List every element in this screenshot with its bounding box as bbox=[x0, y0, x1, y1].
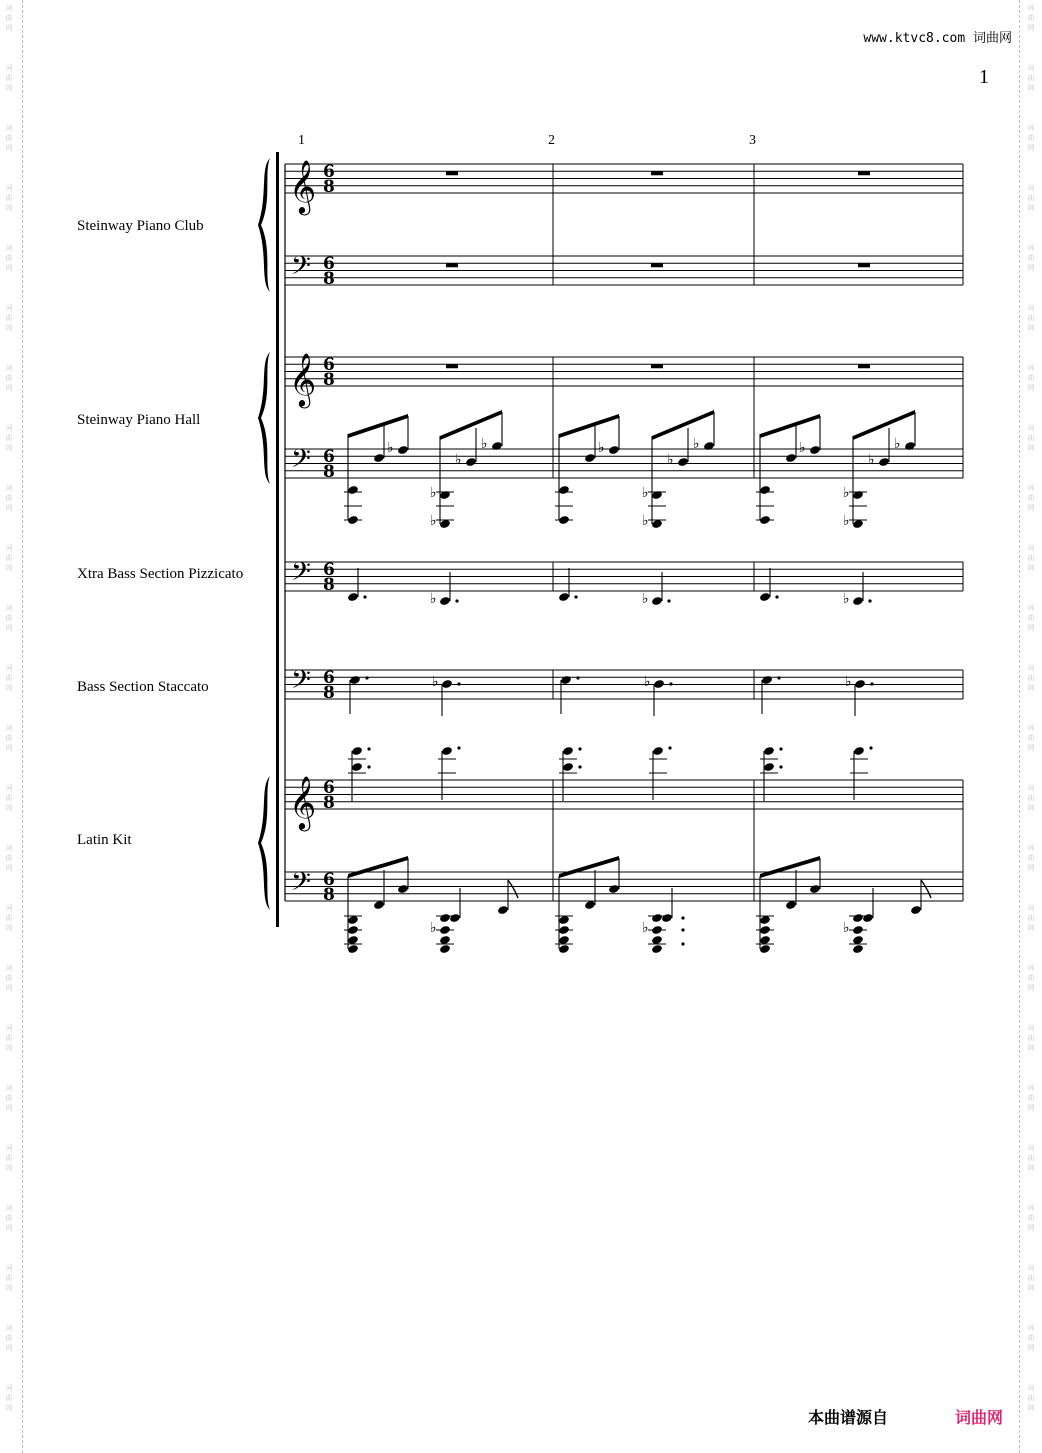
augmentation-dot bbox=[869, 746, 872, 749]
watermark-text: 词 曲 网 bbox=[5, 184, 13, 212]
flat-sign: ♭ bbox=[642, 485, 649, 501]
note-head bbox=[809, 445, 821, 455]
note-head bbox=[351, 746, 363, 756]
watermark-text: 词 曲 网 bbox=[5, 304, 13, 332]
watermark-text: 词 曲 网 bbox=[1027, 664, 1035, 692]
watermark-text: 词 曲 网 bbox=[1027, 64, 1035, 92]
watermark-text: 词 曲 网 bbox=[5, 544, 13, 572]
note-head bbox=[449, 913, 461, 923]
note-head bbox=[562, 762, 574, 772]
watermark-text: 词 曲 网 bbox=[5, 844, 13, 872]
note-head bbox=[397, 884, 409, 894]
watermark-text: 词 曲 网 bbox=[5, 964, 13, 992]
time-signature-bottom: 8 bbox=[323, 575, 335, 595]
staff-brace bbox=[258, 776, 270, 910]
time-signature-top: 6 bbox=[323, 560, 335, 580]
note-head bbox=[584, 453, 596, 463]
augmentation-dot bbox=[574, 595, 577, 598]
watermark-text: 词 曲 网 bbox=[5, 4, 13, 32]
note-beam bbox=[440, 410, 502, 440]
watermark-text: 词 曲 网 bbox=[1027, 244, 1035, 272]
note-head bbox=[809, 884, 821, 894]
note-head bbox=[652, 746, 664, 756]
measure-number-2: 2 bbox=[548, 133, 555, 148]
flat-sign: ♭ bbox=[843, 920, 850, 936]
watermark-text: 词 曲 网 bbox=[1027, 4, 1035, 32]
watermark-text: 词 曲 网 bbox=[5, 1144, 13, 1172]
augmentation-dot bbox=[777, 676, 780, 679]
watermark-text: 词 曲 网 bbox=[1027, 1204, 1035, 1232]
instrument-label-piano-hall: Steinway Piano Hall bbox=[77, 412, 201, 428]
whole-rest bbox=[858, 364, 870, 368]
note-head bbox=[558, 485, 570, 495]
note-head bbox=[677, 457, 689, 467]
note-head bbox=[854, 679, 866, 689]
site-name: 词曲网 bbox=[972, 31, 1012, 46]
watermark-text: 词 曲 网 bbox=[5, 1384, 13, 1412]
note-beam bbox=[652, 410, 714, 440]
watermark-text: 词 曲 网 bbox=[1027, 784, 1035, 812]
flat-sign: ♭ bbox=[642, 591, 649, 607]
augmentation-dot bbox=[779, 747, 782, 750]
watermark-text: 词 曲 网 bbox=[5, 1204, 13, 1232]
note-head bbox=[491, 441, 503, 451]
flat-sign: ♭ bbox=[455, 452, 462, 468]
instrument-label-piano-club: Steinway Piano Club bbox=[77, 218, 204, 234]
note-head bbox=[439, 913, 451, 923]
note-head bbox=[608, 884, 620, 894]
augmentation-dot bbox=[667, 599, 670, 602]
time-signature-bottom: 8 bbox=[323, 177, 335, 197]
whole-rest bbox=[651, 364, 663, 368]
time-signature-top: 6 bbox=[323, 162, 335, 182]
whole-rest bbox=[858, 171, 870, 175]
time-signature-bottom: 8 bbox=[323, 793, 335, 813]
time-signature-bottom: 8 bbox=[323, 683, 335, 703]
augmentation-dot bbox=[681, 916, 684, 919]
time-signature-top: 6 bbox=[323, 447, 335, 467]
note-head bbox=[347, 944, 359, 954]
augmentation-dot bbox=[779, 765, 782, 768]
staff-brace bbox=[258, 158, 270, 292]
flat-sign: ♭ bbox=[845, 674, 852, 690]
note-head bbox=[465, 457, 477, 467]
note-head bbox=[560, 675, 572, 685]
whole-rest bbox=[858, 263, 870, 267]
note-head bbox=[651, 944, 663, 954]
page-number: 1 bbox=[979, 66, 989, 88]
augmentation-dot bbox=[365, 676, 368, 679]
watermark-text: 词 曲 网 bbox=[5, 424, 13, 452]
note-head bbox=[562, 746, 574, 756]
augmentation-dot bbox=[367, 747, 370, 750]
flat-sign: ♭ bbox=[843, 591, 850, 607]
flat-sign: ♭ bbox=[430, 920, 437, 936]
flat-sign: ♭ bbox=[667, 452, 674, 468]
footer-source-label: 本曲谱源自 bbox=[808, 1408, 889, 1427]
note-beam bbox=[348, 856, 408, 878]
watermark-text: 词 曲 网 bbox=[5, 1024, 13, 1052]
note-beam bbox=[348, 414, 408, 438]
time-signature-top: 6 bbox=[323, 355, 335, 375]
flat-sign: ♭ bbox=[642, 920, 649, 936]
watermark-text: 词 曲 网 bbox=[5, 724, 13, 752]
note-head bbox=[439, 596, 451, 606]
note-head bbox=[904, 441, 916, 451]
note-head bbox=[763, 746, 775, 756]
note-head bbox=[439, 490, 451, 500]
note-head bbox=[651, 596, 663, 606]
note-head bbox=[439, 944, 451, 954]
augmentation-dot bbox=[457, 682, 460, 685]
flat-sign: ♭ bbox=[693, 436, 700, 452]
note-head bbox=[661, 913, 673, 923]
note-head bbox=[852, 944, 864, 954]
note-head bbox=[852, 490, 864, 500]
augmentation-dot bbox=[681, 928, 684, 931]
augmentation-dot bbox=[669, 682, 672, 685]
watermark-text: 词 曲 网 bbox=[5, 784, 13, 812]
augmentation-dot bbox=[578, 765, 581, 768]
note-head bbox=[441, 746, 453, 756]
time-signature-bottom: 8 bbox=[323, 462, 335, 482]
whole-rest bbox=[651, 263, 663, 267]
watermark-text: 词 曲 网 bbox=[5, 1324, 13, 1352]
note-beam bbox=[853, 410, 915, 440]
note-head bbox=[558, 592, 570, 602]
watermark-text: 词 曲 网 bbox=[1027, 1384, 1035, 1412]
augmentation-dot bbox=[455, 599, 458, 602]
flat-sign: ♭ bbox=[430, 513, 437, 529]
flat-sign: ♭ bbox=[387, 440, 394, 456]
note-head bbox=[349, 675, 361, 685]
note-head bbox=[373, 453, 385, 463]
treble-clef-icon: 𝄞 bbox=[289, 775, 317, 829]
watermark-text: 词 曲 网 bbox=[1027, 604, 1035, 632]
watermark-text: 词 曲 网 bbox=[5, 904, 13, 932]
bass-clef-icon: 𝄢 bbox=[291, 557, 311, 593]
watermark-text: 词 曲 网 bbox=[1027, 424, 1035, 452]
instrument-label-bass-pizzicato: Xtra Bass Section Pizzicato bbox=[77, 566, 244, 582]
watermark-text: 词 曲 网 bbox=[1027, 1144, 1035, 1172]
note-head bbox=[878, 457, 890, 467]
eighth-flag bbox=[508, 880, 518, 898]
watermark-text: 词 曲 网 bbox=[1027, 364, 1035, 392]
watermark-text: 词 曲 网 bbox=[5, 244, 13, 272]
flat-sign: ♭ bbox=[868, 452, 875, 468]
instrument-label-bass-staccato: Bass Section Staccato bbox=[77, 679, 209, 695]
whole-rest bbox=[446, 364, 458, 368]
note-head bbox=[651, 913, 663, 923]
flat-sign: ♭ bbox=[432, 674, 439, 690]
note-beam bbox=[559, 414, 619, 438]
note-head bbox=[703, 441, 715, 451]
augmentation-dot bbox=[668, 746, 671, 749]
augmentation-dot bbox=[367, 765, 370, 768]
watermark-text: 词 曲 网 bbox=[1027, 484, 1035, 512]
flat-sign: ♭ bbox=[644, 674, 651, 690]
flat-sign: ♭ bbox=[430, 591, 437, 607]
instrument-label-latin-kit: Latin Kit bbox=[77, 832, 132, 848]
system-bracket-line bbox=[276, 152, 279, 927]
note-head bbox=[347, 485, 359, 495]
note-head bbox=[347, 592, 359, 602]
watermark-text: 词 曲 网 bbox=[1027, 1084, 1035, 1112]
bass-clef-icon: 𝄢 bbox=[291, 444, 311, 480]
time-signature-bottom: 8 bbox=[323, 370, 335, 390]
note-head bbox=[852, 596, 864, 606]
flat-sign: ♭ bbox=[799, 440, 806, 456]
note-head bbox=[785, 453, 797, 463]
note-head bbox=[441, 679, 453, 689]
measure-number-1: 1 bbox=[298, 133, 305, 148]
bass-clef-icon: 𝄢 bbox=[291, 665, 311, 701]
augmentation-dot bbox=[681, 942, 684, 945]
eighth-flag bbox=[921, 880, 931, 898]
bass-clef-icon: 𝄢 bbox=[291, 867, 311, 903]
watermark-text: 词 曲 网 bbox=[5, 484, 13, 512]
augmentation-dot bbox=[868, 599, 871, 602]
watermark-text: 词 曲 网 bbox=[1027, 844, 1035, 872]
note-head bbox=[351, 762, 363, 772]
note-head bbox=[853, 746, 865, 756]
watermark-text: 词 曲 网 bbox=[5, 364, 13, 392]
time-signature-top: 6 bbox=[323, 870, 335, 890]
whole-rest bbox=[446, 171, 458, 175]
note-head bbox=[910, 905, 922, 915]
time-signature-top: 6 bbox=[323, 254, 335, 274]
flat-sign: ♭ bbox=[642, 513, 649, 529]
watermark-text: 词 曲 网 bbox=[1027, 1024, 1035, 1052]
bass-clef-icon: 𝄢 bbox=[291, 251, 311, 287]
time-signature-top: 6 bbox=[323, 668, 335, 688]
time-signature-bottom: 8 bbox=[323, 269, 335, 289]
measure-number-3: 3 bbox=[749, 133, 756, 148]
note-head bbox=[397, 445, 409, 455]
site-url[interactable]: www.ktvc8.com bbox=[863, 31, 966, 46]
note-head bbox=[759, 944, 771, 954]
watermark-text: 词 曲 网 bbox=[5, 1264, 13, 1292]
note-head bbox=[763, 762, 775, 772]
note-head bbox=[852, 913, 864, 923]
augmentation-dot bbox=[363, 595, 366, 598]
watermark-text: 词 曲 网 bbox=[5, 664, 13, 692]
flat-sign: ♭ bbox=[843, 513, 850, 529]
augmentation-dot bbox=[775, 595, 778, 598]
note-head bbox=[759, 592, 771, 602]
footer-source-name[interactable]: 词曲网 bbox=[955, 1408, 1004, 1427]
whole-rest bbox=[446, 263, 458, 267]
augmentation-dot bbox=[576, 676, 579, 679]
watermark-text: 词 曲 网 bbox=[1027, 724, 1035, 752]
staff-brace bbox=[258, 352, 270, 484]
note-head bbox=[608, 445, 620, 455]
watermark-text: 词 曲 网 bbox=[5, 604, 13, 632]
time-signature-bottom: 8 bbox=[323, 885, 335, 905]
watermark-text: 词 曲 网 bbox=[1027, 124, 1035, 152]
flat-sign: ♭ bbox=[843, 485, 850, 501]
augmentation-dot bbox=[578, 747, 581, 750]
watermark-text: 词 曲 网 bbox=[1027, 304, 1035, 332]
watermark-text: 词 曲 网 bbox=[5, 1084, 13, 1112]
flat-sign: ♭ bbox=[430, 485, 437, 501]
watermark-text: 词 曲 网 bbox=[5, 64, 13, 92]
watermark-text: 词 曲 网 bbox=[1027, 964, 1035, 992]
note-beam bbox=[760, 414, 820, 438]
note-head bbox=[653, 679, 665, 689]
watermark-text: 词 曲 网 bbox=[1027, 1264, 1035, 1292]
flat-sign: ♭ bbox=[598, 440, 605, 456]
watermark-text: 词 曲 网 bbox=[5, 124, 13, 152]
time-signature-top: 6 bbox=[323, 778, 335, 798]
flat-sign: ♭ bbox=[894, 436, 901, 452]
watermark-text: 词 曲 网 bbox=[1027, 544, 1035, 572]
note-beam bbox=[559, 856, 619, 878]
watermark-text: 词 曲 网 bbox=[1027, 184, 1035, 212]
note-head bbox=[862, 913, 874, 923]
note-head bbox=[761, 675, 773, 685]
treble-clef-icon: 𝄞 bbox=[289, 159, 317, 213]
note-head bbox=[497, 905, 509, 915]
watermark-text: 词 曲 网 bbox=[1027, 904, 1035, 932]
treble-clef-icon: 𝄞 bbox=[289, 352, 317, 406]
whole-rest bbox=[651, 171, 663, 175]
flat-sign: ♭ bbox=[481, 436, 488, 452]
note-head bbox=[558, 944, 570, 954]
note-beam bbox=[760, 856, 820, 878]
note-head bbox=[651, 490, 663, 500]
augmentation-dot bbox=[457, 746, 460, 749]
note-head bbox=[759, 485, 771, 495]
watermark-text: 词 曲 网 bbox=[1027, 1324, 1035, 1352]
augmentation-dot bbox=[870, 682, 873, 685]
